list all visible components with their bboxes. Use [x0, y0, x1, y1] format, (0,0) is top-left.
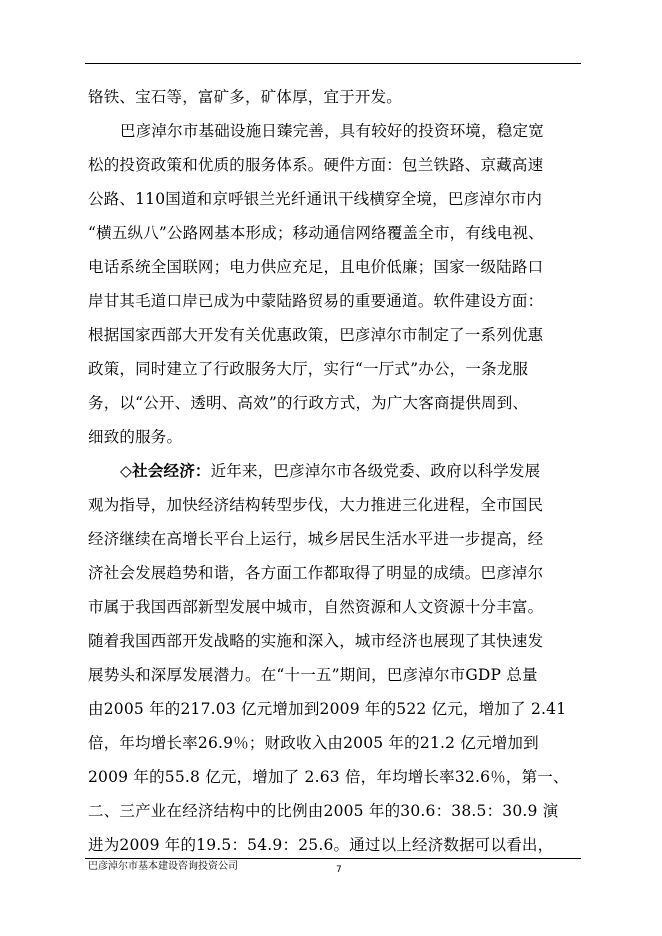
paragraph-start-line: 巴彦淖尔市基础设施日臻完善，具有较好的投资环境，稳定宽 [120, 122, 544, 140]
text-line: 松的投资政策和优质的服务体系。硬件方面：包兰铁路、京藏高速 [88, 156, 544, 174]
text-line: 倍，年均增长率26.9％；财政收入由2005 年的21.2 亿元增加到 [88, 734, 539, 752]
text-line: 市属于我国西部新型发展中城市，自然资源和人文资源十分丰富。 [88, 598, 544, 616]
footer-company: 巴彦淖尔市基本建设咨询投资公司 [88, 861, 238, 872]
text-line: “横五纵八”公路网基本形成；移动通信网络覆盖全市，有线电视、 [88, 224, 544, 242]
text-line: 公路、110国道和京呼银兰光纤通讯干线横穿全境，巴彦淖尔市内 [88, 190, 543, 208]
text-line: 电话系统全国联网；电力供应充足，且电价低廉；国家一级陆路口 [88, 258, 544, 276]
text-line: 务，以“公开、透明、高效”的行政方式，为广大客商提供周到、 [88, 394, 529, 412]
text-line: 进为2009 年的19.5：54.9：25.6。通过以上经济数据可以看出， [88, 836, 554, 854]
text-line: 观为指导，加快经济结构转型步伐，大力推进三化进程，全市国民 [88, 496, 544, 514]
section-line-text: 近年来，巴彦淖尔市各级党委、政府以科学发展 [210, 462, 541, 480]
text-line: 细致的服务。 [88, 428, 183, 446]
header-rule [85, 63, 581, 64]
text-line: 铬铁、宝石等，富矿多，矿体厚，宜于开发。 [88, 88, 403, 106]
body-text [88, 80, 578, 862]
text-line: 2009 年的55.8 亿元，增加了 2.63 倍，年均增长率32.6％，第一、 [88, 768, 569, 786]
text-line: 展势头和深厚发展潜力。在“十一五”期间，巴彦淖尔市GDP 总量 [88, 666, 538, 684]
text-line: 岸甘其毛道口岸已成为中蒙陆路贸易的重要通道。软件建设方面： [88, 292, 544, 310]
footer-rule [85, 858, 581, 859]
text-line: 经济继续在高增长平台上运行，城乡居民生活水平进一步提高，经 [88, 530, 544, 548]
text-line: 随着我国西部开发战略的实施和深入，城市经济也展现了其快速发 [88, 632, 544, 650]
text-line: 由2005 年的217.03 亿元增加到2009 年的522 亿元，增加了 2.41 [88, 700, 567, 718]
text-line: 根据国家西部大开发有关优惠政策，巴彦淖尔市制定了一系列优惠 [88, 326, 544, 344]
section-heading: ◇社会经济： [120, 461, 211, 480]
page-number: 7 [336, 865, 342, 875]
text-line: 二、三产业在经济结构中的比例由2005 年的30.6：38.5：30.9 演 [88, 802, 559, 820]
text-line: 济社会发展趋势和谐，各方面工作都取得了明显的成绩。巴彦淖尔 [88, 564, 544, 582]
section-line [88, 454, 578, 488]
text-line: 政策，同时建立了行政服务大厅，实行“一厅式”办公，一条龙服 [88, 360, 529, 378]
